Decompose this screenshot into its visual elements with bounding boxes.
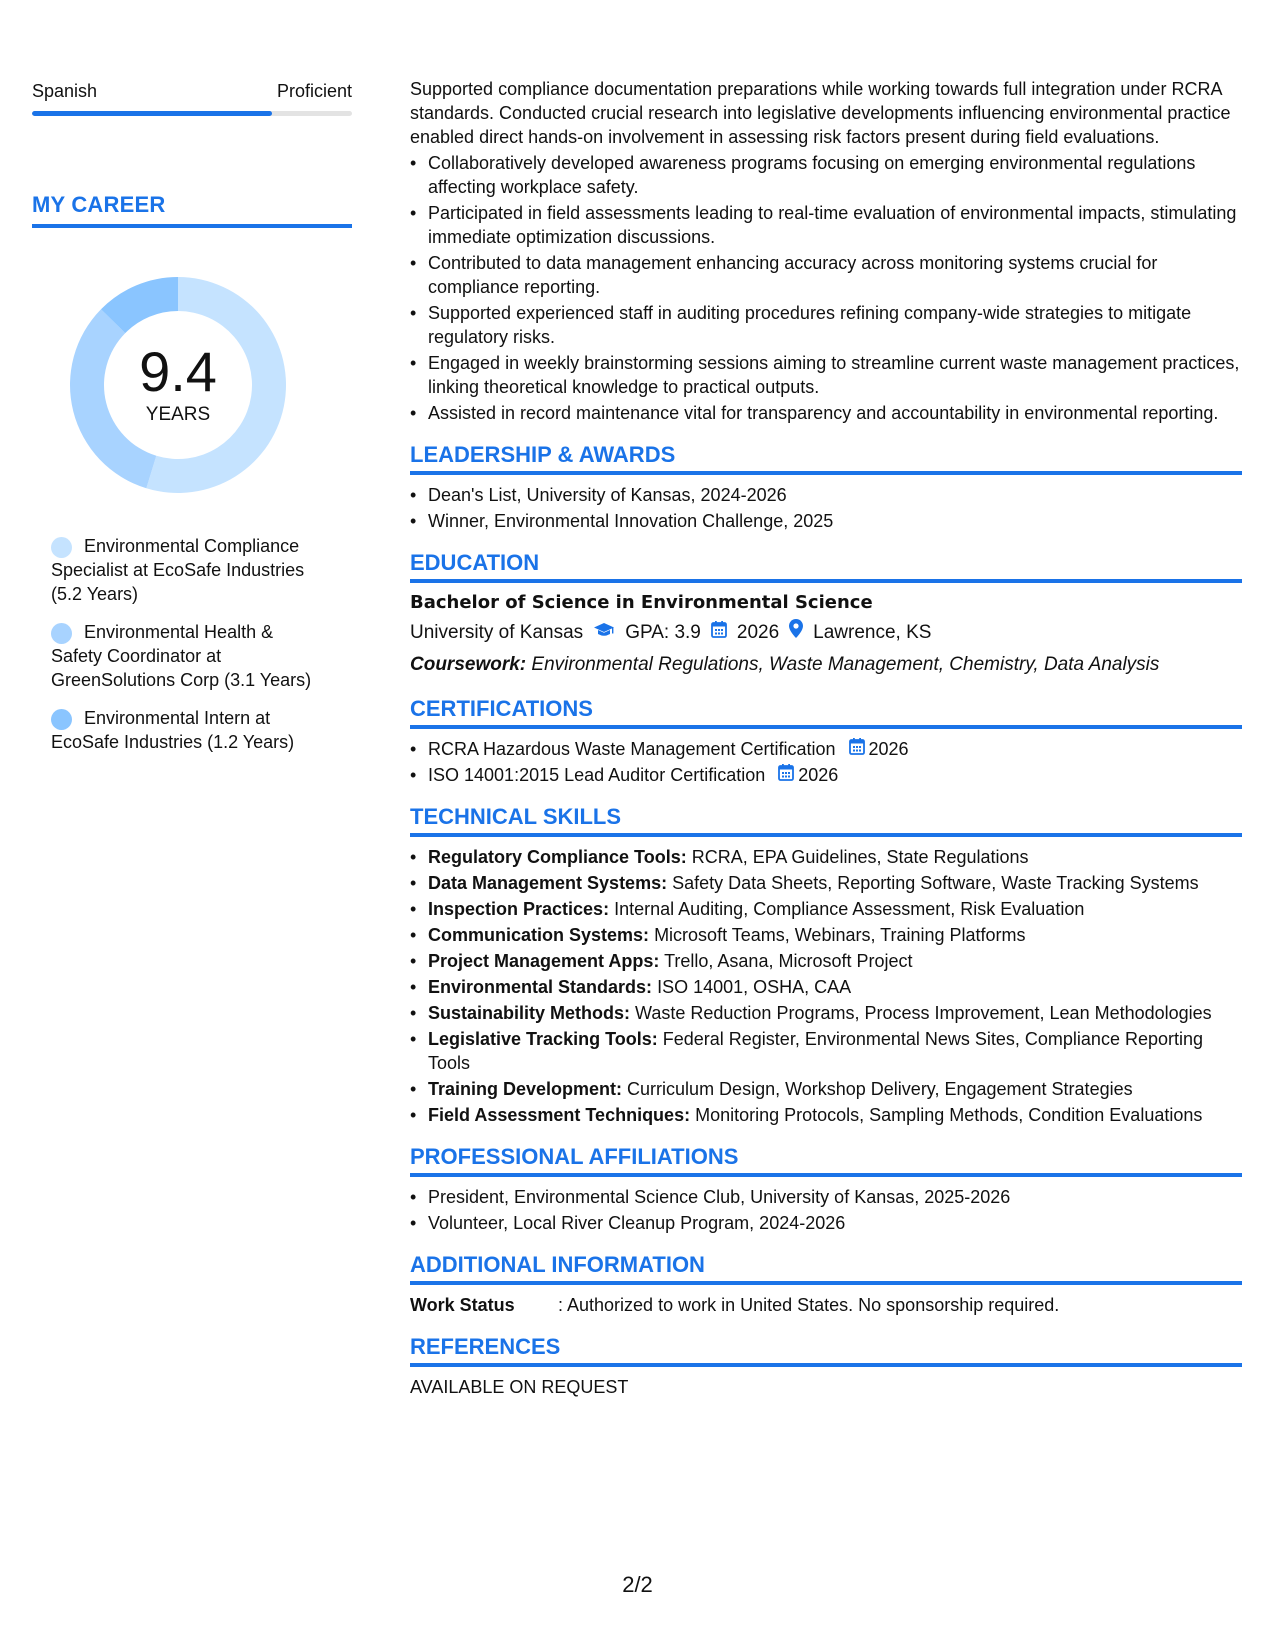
references-heading: REFERENCES (410, 1333, 1242, 1367)
graduation-cap-icon (593, 619, 615, 647)
legend-text: Environmental Intern at EcoSafe Industries (1.2 Years) (51, 708, 295, 752)
coursework-list: Environmental Regulations, Waste Management, Chemistry, Data Analysis (531, 654, 1160, 675)
certification-year: 2026 (798, 765, 839, 785)
donut-center (65, 272, 291, 498)
experience-bullet: • Supported experienced staff in auditing procedures refining company-wide strategies to mitigate regulatory risks. (428, 301, 1242, 349)
page-number: 2/2 (622, 1572, 653, 1597)
career-legend (32, 534, 352, 754)
skill-item (428, 923, 1242, 947)
skill-value: ISO 14001, OSHA, CAA (657, 977, 852, 997)
skill-label: Legislative Tracking Tools: (428, 1029, 658, 1049)
skill-value: RCRA, EPA Guidelines, State Regulations (691, 847, 1029, 867)
coursework (410, 651, 1242, 679)
skill-item (428, 897, 1242, 921)
career-donut-chart (65, 272, 291, 498)
skills-list (410, 845, 1242, 1127)
skill-item (428, 1027, 1242, 1075)
legend-text: Environmental Health & Safety Coordinator at GreenSolutions Corp (3.1 Years) (51, 622, 312, 690)
skill-item (428, 1103, 1242, 1127)
skill-label: Training Development: (428, 1079, 623, 1099)
education-location: Lawrence, KS (813, 622, 932, 643)
skill-value: Internal Auditing, Compliance Assessment, Risk Evaluation (614, 899, 1085, 919)
language-level-bar (32, 111, 352, 116)
language-level: Proficient (276, 81, 352, 101)
coursework-label: Coursework: (410, 654, 527, 675)
leadership-list (410, 483, 1242, 533)
legend-text: Environmental Compliance Specialist at EcoSafe Industries (5.2 Years) (51, 536, 305, 604)
experience-bullet: • Engaged in weekly brainstorming sessions aiming to streamline current waste management practices, linking theoretical knowledge to practical outputs. (428, 351, 1242, 399)
affiliation-item: • President, Environmental Science Club, University of Kansas, 2025-2026 (428, 1185, 1242, 1209)
skill-value: Microsoft Teams, Webinars, Training Platforms (654, 925, 1026, 945)
gpa: GPA: 3.9 (625, 622, 701, 643)
skill-value: Waste Reduction Programs, Process Improvement, Lean Methodologies (635, 1003, 1212, 1023)
leadership-heading: LEADERSHIP & AWARDS (410, 441, 1242, 475)
skill-label: Field Assessment Techniques: (428, 1105, 691, 1125)
skill-label: Communication Systems: (428, 925, 650, 945)
language-row (32, 80, 352, 102)
sidebar (32, 80, 352, 768)
legend-dot (51, 709, 72, 730)
certifications-heading: CERTIFICATIONS (410, 695, 1242, 729)
legend-item (51, 620, 326, 692)
experience-bullet: • Collaboratively developed awareness programs focusing on emerging environmental regulations affecting workplace safety. (428, 151, 1242, 199)
education-details (410, 619, 1242, 647)
certifications-list (410, 737, 1242, 787)
skill-value: Monitoring Protocols, Sampling Methods, Condition Evaluations (695, 1105, 1203, 1125)
donut-unit: YEARS (145, 404, 211, 425)
references-text: AVAILABLE ON REQUEST (410, 1377, 629, 1397)
skill-label: Inspection Practices: (428, 899, 610, 919)
career-heading: MY CAREER (32, 192, 352, 228)
location-pin-icon (789, 619, 803, 647)
skill-label: Sustainability Methods: (428, 1003, 631, 1023)
skill-item (428, 871, 1242, 895)
skill-label: Regulatory Compliance Tools: (428, 847, 687, 867)
graduation-year: 2026 (736, 622, 780, 643)
experience-bullets (410, 151, 1242, 425)
work-status-row (410, 1293, 1242, 1317)
certification-year: 2026 (868, 739, 909, 759)
skill-item (428, 845, 1242, 869)
affiliations-list (410, 1185, 1242, 1235)
calendar-icon (849, 737, 865, 761)
language-level-fill (32, 111, 272, 116)
certification-item (428, 763, 1242, 787)
leadership-item: • Dean's List, University of Kansas, 2024-2026 (428, 483, 1242, 507)
education-heading: EDUCATION (410, 549, 1242, 583)
calendar-icon (711, 619, 727, 647)
legend-dot (51, 537, 72, 558)
legend-item (51, 534, 326, 606)
skill-value: Safety Data Sheets, Reporting Software, Waste Tracking Systems (672, 873, 1199, 893)
skill-label: Data Management Systems: (428, 873, 668, 893)
leadership-item: • Winner, Environmental Innovation Challenge, 2025 (428, 509, 1242, 533)
experience-bullet: • Participated in field assessments leading to real-time evaluation of environmental impacts, stimulating immediate optimization discussions. (428, 201, 1242, 249)
legend-item (51, 706, 326, 754)
degree-title: Bachelor of Science in Environmental Science (410, 592, 873, 613)
affiliation-item: • Volunteer, Local River Cleanup Program, 2024-2026 (428, 1211, 1242, 1235)
skill-label: Project Management Apps: (428, 951, 660, 971)
skill-item (428, 949, 1242, 973)
skill-value: Federal Register, Environmental News Sites, Compliance Reporting Tools (428, 1029, 1203, 1073)
affiliations-heading: PROFESSIONAL AFFILIATIONS (410, 1143, 1242, 1177)
school-name: University of Kansas (410, 622, 584, 643)
experience-bullet: • Assisted in record maintenance vital for transparency and accountability in environmental reporting. (428, 401, 1242, 425)
skill-item (428, 975, 1242, 999)
work-status-value: : Authorized to work in United States. No sponsorship required. (558, 1295, 1060, 1315)
work-status-label: Work Status (410, 1295, 515, 1315)
experience-summary: Supported compliance documentation preparations while working towards full integration under RCRA standards. Conducted crucial research into legislative developments influencing environmental practice enabled direct hands-on involvement in assessing risk factors present during field evaluations. (410, 79, 1231, 147)
experience-bullet: • Contributed to data management enhancing accuracy across monitoring systems crucial for compliance reporting. (428, 251, 1242, 299)
legend-dot (51, 623, 72, 644)
certification-name: • RCRA Hazardous Waste Management Certification (428, 739, 836, 759)
skill-value: Trello, Asana, Microsoft Project (664, 951, 913, 971)
skills-heading: TECHNICAL SKILLS (410, 803, 1242, 837)
calendar-icon (778, 763, 794, 787)
certification-item (428, 737, 1242, 761)
certification-name: • ISO 14001:2015 Lead Auditor Certification (428, 765, 766, 785)
main-column (410, 77, 1242, 1399)
additional-info-heading: ADDITIONAL INFORMATION (410, 1251, 1242, 1285)
skill-value: Curriculum Design, Workshop Delivery, Engagement Strategies (627, 1079, 1133, 1099)
skill-label: Environmental Standards: (428, 977, 653, 997)
skill-item (428, 1001, 1242, 1025)
donut-value: 9.4 (139, 340, 217, 403)
skill-item (428, 1077, 1242, 1101)
language-name: Spanish (32, 81, 98, 101)
